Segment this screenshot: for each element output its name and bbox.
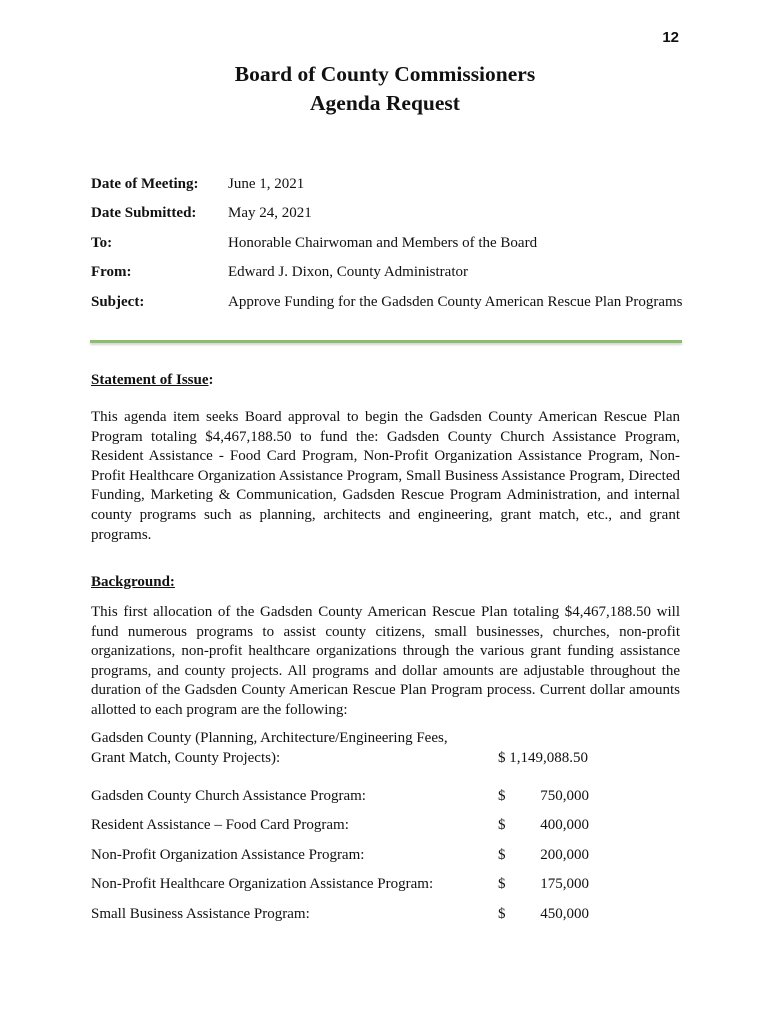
- allocation-label: Gadsden County (Planning, Architecture/Engineering Fees, Grant Match, County Projects):: [91, 730, 448, 766]
- background-body: This first allocation of the Gadsden County American Rescue Plan totaling $4,467,188.50 will fund numerous programs to assist county citizens, small businesses, churches, non-profit organizations, non-profit healthcare organizations through the various grant funding assistance programs, and county projects. All programs and dollar amounts are adjustable throughout the duration of the Gadsden County American Rescue Plan Program process. Current dollar amounts allotted to each program are the following:: [91, 604, 680, 718]
- heading-text: Background:: [91, 574, 175, 590]
- dollar-sign: $: [498, 876, 506, 892]
- allocation-amount: 750,000: [540, 788, 589, 804]
- allocation-label: Non-Profit Organization Assistance Program:: [91, 847, 365, 863]
- meta-label: Date of Meeting:: [91, 176, 199, 192]
- meta-label: From:: [91, 264, 132, 280]
- meta-value: Approve Funding for the Gadsden County American Rescue Plan Programs: [228, 294, 683, 310]
- allocation-label: Resident Assistance – Food Card Program:: [91, 817, 349, 833]
- meta-label: Date Submitted:: [91, 205, 197, 221]
- meta-value: June 1, 2021: [228, 176, 305, 192]
- heading-colon: :: [208, 372, 214, 388]
- meta-value: Edward J. Dixon, County Administrator: [228, 264, 468, 280]
- background-heading: [91, 573, 175, 592]
- allocation-amount: $ 1,149,088.50: [498, 749, 588, 766]
- statement-of-issue-heading: [91, 371, 214, 390]
- dollar-sign: $: [498, 817, 506, 833]
- heading-text: Statement of Issue: [91, 372, 209, 388]
- allocation-label: Small Business Assistance Program:: [91, 906, 310, 922]
- dollar-sign: $: [498, 788, 506, 804]
- allocation-amount: 400,000: [540, 817, 589, 833]
- document-subtitle: Agenda Request: [310, 91, 460, 115]
- allocation-label: Gadsden County Church Assistance Program:: [91, 788, 366, 804]
- allocation-amount: 200,000: [540, 847, 589, 863]
- document-title: Board of County Commissioners: [234, 62, 536, 86]
- allocation-amount: 175,000: [540, 876, 589, 892]
- allocation-amount: 450,000: [540, 906, 589, 922]
- page-number: 12: [662, 29, 679, 46]
- dollar-sign: $: [498, 847, 506, 863]
- meta-value: May 24, 2021: [228, 205, 312, 221]
- dollar-sign: $: [498, 906, 506, 922]
- meta-value: Honorable Chairwoman and Members of the Board: [228, 235, 538, 251]
- allocation-label: Non-Profit Healthcare Organization Assistance Program:: [91, 876, 434, 892]
- statement-of-issue-body: This agenda item seeks Board approval to begin the Gadsden County American Rescue Plan Program totaling $4,467,188.50 to fund the: Gadsden County Church Assistance Program, Resident Assistance - Food Card Program, Non-Profit Organization Assistance Program, Non-Profit Healthcare Organization Assistance Program, Small Business Assistance Program, Directed Funding, Marketing & Communication, Gadsden Rescue Program Administration, and internal county programs such as planning, architects and engineering, grant match, etc., and grant programs.: [91, 409, 680, 543]
- meta-label: Subject:: [91, 294, 145, 310]
- meta-label: To:: [91, 235, 113, 251]
- section-divider: [90, 340, 682, 343]
